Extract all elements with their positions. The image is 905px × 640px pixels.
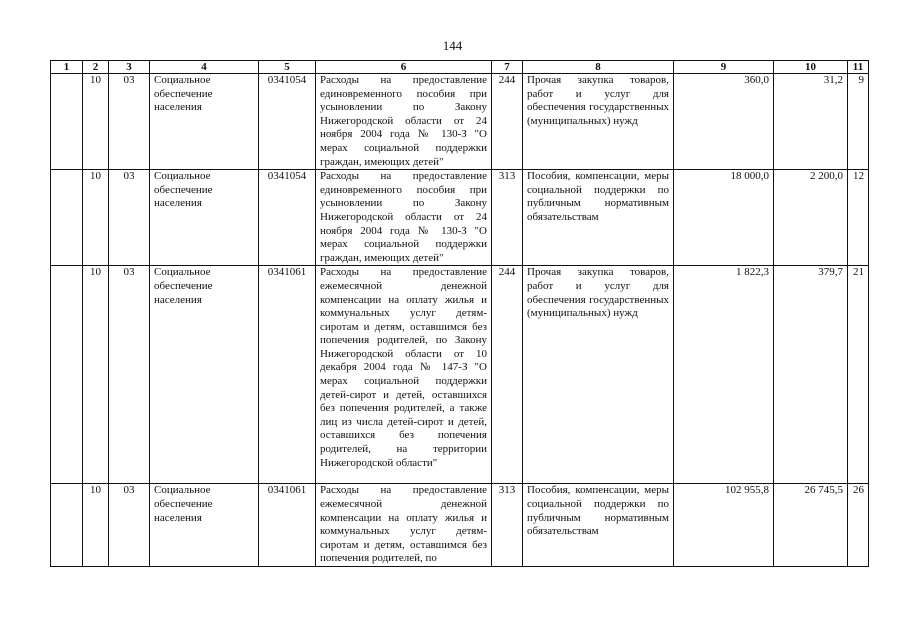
cell-1 xyxy=(51,484,83,567)
cell-target-code: 0341054 xyxy=(259,74,316,170)
table-row xyxy=(51,484,869,567)
cell-amount-10: 26 745,5 xyxy=(774,484,848,567)
cell-target-code: 0341054 xyxy=(259,170,316,266)
col-header-1: 1 xyxy=(51,61,83,74)
cell-section: 10 xyxy=(83,484,109,567)
cell-amount-9: 360,0 xyxy=(674,74,774,170)
cell-percent-11: 12 xyxy=(848,170,869,266)
cell-percent-11: 9 xyxy=(848,74,869,170)
col-header-11: 11 xyxy=(848,61,869,74)
cell-expense-name: Прочая закупка товаров, работ и услуг для обеспечения государственных (муниципальных) нужд xyxy=(523,74,674,170)
table-row xyxy=(51,170,869,266)
cell-section: 10 xyxy=(83,170,109,266)
cell-amount-10: 379,7 xyxy=(774,266,848,484)
header-row xyxy=(51,61,869,74)
cell-expense-type: 244 xyxy=(492,266,523,484)
cell-1 xyxy=(51,74,83,170)
col-header-4: 4 xyxy=(150,61,259,74)
col-header-6: 6 xyxy=(316,61,492,74)
cell-1 xyxy=(51,266,83,484)
cell-amount-10: 31,2 xyxy=(774,74,848,170)
cell-subsection: 03 xyxy=(109,74,150,170)
cell-expense-type: 313 xyxy=(492,170,523,266)
cell-1 xyxy=(51,170,83,266)
cell-description: Расходы на предоставление ежемесячной денежной компенсации на оплату жилья и коммунальных услуг детям-сиротам и детям, оставшимся без попечения родителей, по Закону Нижегородской области от 10 декабря 2004 года № 147-З "О мерах социальной поддержки детей-сирот и детей, оставшихся без попечения родителей, а также лиц из числа детей-сирот и детей, оставшихся без попечения родителей, на территории Нижегородской области" xyxy=(316,266,492,484)
cell-percent-11: 26 xyxy=(848,484,869,567)
col-header-5: 5 xyxy=(259,61,316,74)
cell-description: Расходы на предоставление единовременного пособия при усыновлении по Закону Нижегородской области от 24 ноября 2004 года № 130-З "О мерах социальной поддержки граждан, имеющих детей" xyxy=(316,170,492,266)
cell-description: Расходы на предоставление ежемесячной денежной компенсации на оплату жилья и коммунальных услуг детям-сиротам и детям, оставшимся без попечения родителей, по xyxy=(316,484,492,567)
cell-section: 10 xyxy=(83,266,109,484)
col-header-9: 9 xyxy=(674,61,774,74)
cell-target-code: 0341061 xyxy=(259,484,316,567)
cell-expense-name: Пособия, компенсации, меры социальной поддержки по публичным нормативным обязательствам xyxy=(523,170,674,266)
cell-section-name: Социальное обеспечение населения xyxy=(150,266,259,484)
cell-expense-type: 313 xyxy=(492,484,523,567)
cell-expense-type: 244 xyxy=(492,74,523,170)
cell-description: Расходы на предоставление единовременного пособия при усыновлении по Закону Нижегородской области от 24 ноября 2004 года № 130-З "О мерах социальной поддержки граждан, имеющих детей" xyxy=(316,74,492,170)
col-header-7: 7 xyxy=(492,61,523,74)
budget-table xyxy=(50,60,869,567)
col-header-10: 10 xyxy=(774,61,848,74)
cell-expense-name: Пособия, компенсации, меры социальной поддержки по публичным нормативным обязательствам xyxy=(523,484,674,567)
cell-amount-10: 2 200,0 xyxy=(774,170,848,266)
cell-section-name: Социальное обеспечение населения xyxy=(150,170,259,266)
cell-subsection: 03 xyxy=(109,484,150,567)
cell-expense-name: Прочая закупка товаров, работ и услуг для обеспечения государственных (муниципальных) нужд xyxy=(523,266,674,484)
cell-percent-11: 21 xyxy=(848,266,869,484)
cell-amount-9: 18 000,0 xyxy=(674,170,774,266)
cell-subsection: 03 xyxy=(109,266,150,484)
col-header-8: 8 xyxy=(523,61,674,74)
cell-section-name: Социальное обеспечение населения xyxy=(150,74,259,170)
cell-section-name: Социальное обеспечение населения xyxy=(150,484,259,567)
cell-section: 10 xyxy=(83,74,109,170)
table-row xyxy=(51,74,869,170)
page-number: 144 xyxy=(442,38,463,53)
cell-amount-9: 102 955,8 xyxy=(674,484,774,567)
table-row xyxy=(51,266,869,484)
cell-subsection: 03 xyxy=(109,170,150,266)
cell-target-code: 0341061 xyxy=(259,266,316,484)
col-header-3: 3 xyxy=(109,61,150,74)
col-header-2: 2 xyxy=(83,61,109,74)
cell-amount-9: 1 822,3 xyxy=(674,266,774,484)
